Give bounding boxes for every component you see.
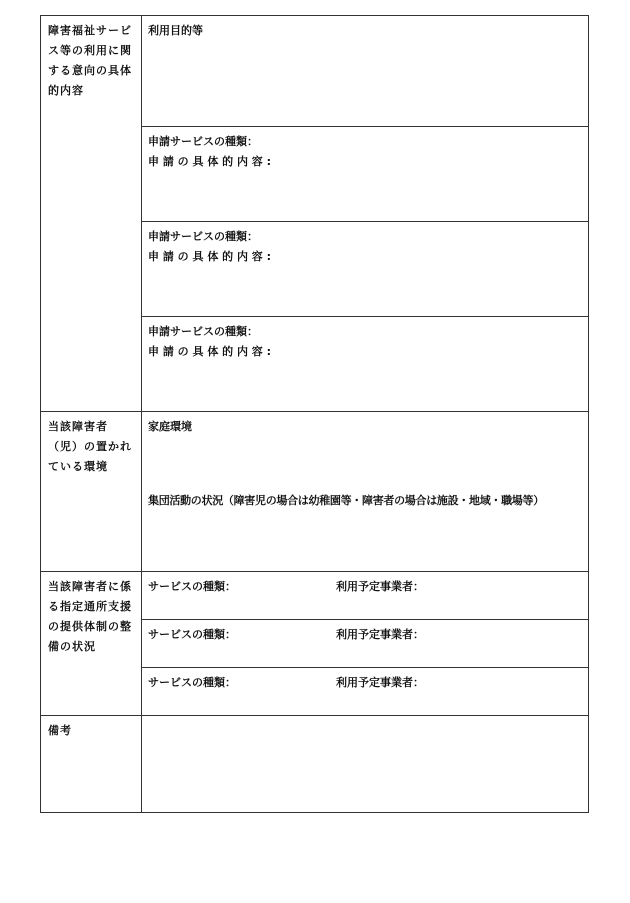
request-cell[interactable] [142, 222, 589, 317]
service-type-label: サービスの種類： [148, 676, 236, 689]
remarks-row [41, 716, 589, 813]
request-cell[interactable] [142, 317, 589, 412]
environment-row [41, 412, 589, 572]
provider-label: 利用予定事業者： [336, 628, 424, 641]
environment-label-cell [41, 412, 142, 572]
request-type-label: 申請サービスの種類： [148, 230, 258, 243]
request-detail-label: 申 請 の 具 体 的 内 容 : [148, 155, 272, 168]
home-environment-label: 家庭環境 [148, 420, 192, 433]
support-cell[interactable] [142, 572, 589, 620]
intention-purpose-row [41, 16, 589, 127]
environment-label: 当該障害者（児）の置かれている環境 [48, 420, 132, 473]
assessment-form [40, 15, 589, 813]
remarks-cell[interactable] [142, 716, 589, 813]
environment-cell[interactable] [142, 412, 589, 572]
provider-label: 利用予定事業者： [336, 676, 424, 689]
support-cell[interactable] [142, 668, 589, 716]
support-row [41, 572, 589, 620]
request-type-label: 申請サービスの種類： [148, 325, 258, 338]
service-type-label: サービスの種類： [148, 628, 236, 641]
purpose-cell[interactable] [142, 16, 589, 127]
group-activity-label: 集団活動の状況（障害児の場合は幼稚園等・障害者の場合は施設・地域・職場等） [148, 494, 544, 507]
request-cell[interactable] [142, 127, 589, 222]
request-type-label: 申請サービスの種類： [148, 135, 258, 148]
provider-label: 利用予定事業者： [336, 580, 424, 593]
support-label-cell [41, 572, 142, 716]
intention-label: 障害福祉サービス等の利用に関する意向の具体的内容 [48, 24, 132, 97]
request-detail-label: 申 請 の 具 体 的 内 容 : [148, 345, 272, 358]
request-detail-label: 申 請 の 具 体 的 内 容 : [148, 250, 272, 263]
intention-label-cell [41, 16, 142, 412]
purpose-label: 利用目的等 [148, 24, 203, 37]
remarks-label: 備考 [48, 724, 72, 737]
form-table [40, 15, 589, 813]
support-label: 当該障害者に係る指定通所支援の提供体制の整備の状況 [48, 580, 132, 653]
remarks-label-cell [41, 716, 142, 813]
support-cell[interactable] [142, 620, 589, 668]
service-type-label: サービスの種類： [148, 580, 236, 593]
